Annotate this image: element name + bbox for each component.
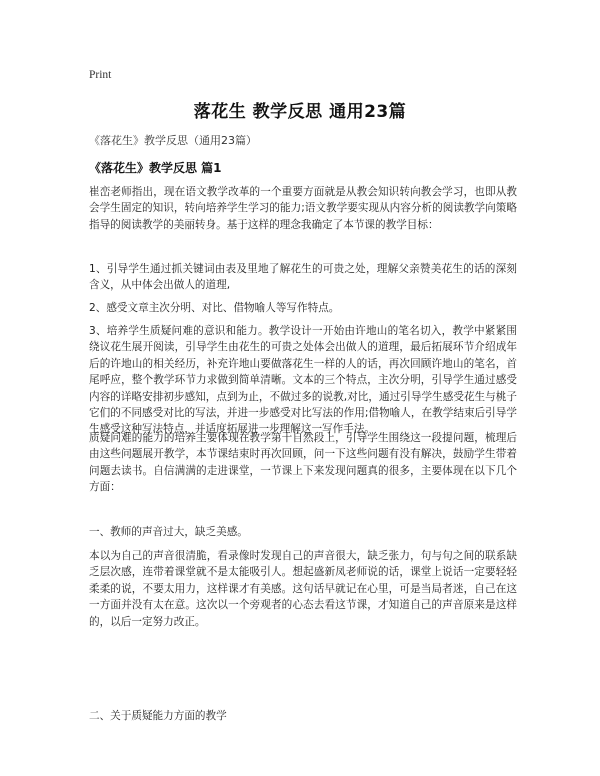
- paragraph-point-2-heading: 二、关于质疑能力方面的教学: [89, 710, 227, 722]
- paragraph-voice: 本以为自己的声音很清脆，看录像时发现自己的声音很大，缺乏张力，句与句之间的联系缺乏层次感，连带着课堂就不是太能吸引人。想起盛新凤老师说的话，课堂上说话一定要轻轻柔柔的说，不要太用力，这样课才有美感。这句话早就记在心里，可是当局者迷，自己在这一方面并没有太在意。这次以一个旁观者的心态去看这节课，才知道自己的声音原来是这样的，以后一定努力改正。: [89, 550, 517, 628]
- paragraph-goal-2: 2、感受文章主次分明、对比、借物喻人等写作特点。: [89, 302, 340, 314]
- document-title: 落花生 教学反思 通用23篇: [193, 102, 407, 122]
- paragraph-point-1-heading: 一、教师的声音过大，缺乏美感。: [89, 526, 248, 538]
- section-heading: 《落花生》教学反思 篇1: [89, 161, 222, 175]
- document-subtitle: 《落花生》教学反思（通用23篇）: [89, 134, 257, 147]
- paragraph-goal-1: 1、引导学生通过抓关键词由表及里地了解花生的可贵之处，理解父亲赞美花生的话的深刻含义，从中体会出做人的道理,: [89, 263, 517, 292]
- print-label[interactable]: Print: [89, 69, 112, 81]
- paragraph-intro: 崔峦老师指出，现在语文教学改革的一个重要方面就是从教会知识转向教会学习，也即从教会学生固定的知识，转向培养学生学习的能力;语文教学要实现从内容分析的阅读教学向策略指导的阅读教学的美丽转身。基于这样的理念我确定了本节课的教学目标：: [89, 186, 517, 231]
- paragraph-questioning: 质疑问难的能力的培养主要体现在教学第十自然段上，引导学生围绕这一段提问题，梳理后由这些问题展开教学，本节课结束时再次回顾，问一下这些问题有没有解决，鼓励学生带着问题去读书。自信满满的走进课堂，一节课上下来发现问题真的很多，主要体现在以下几个方面：: [89, 432, 517, 494]
- paragraph-goal-3: 3、培养学生质疑问难的意识和能力。教学设计一开始由许地山的笔名切入，教学中紧紧围绕议花生展开阅读，引导学生由花生的可贵之处体会出做人的道理，最后拓展环节介绍成年后的许地山的相关经历，补充许地山要做落花生一样的人的话，再次回顾许地山的笔名，首尾呼应，整个教学环节力求做到简单清晰。文本的三个特点，主次分明，引导学生通过感受内容的详略安排初步感知，点到为止，不做过多的说教,对比，通过引导学生感受花生与桃子它们的不同感受对比的写法，并进一步感受对比写法的作用;借物喻人，在教学结束后引导学生感受这种写法特点，并适度拓展进一步理解这一写作手法。: [89, 325, 517, 436]
